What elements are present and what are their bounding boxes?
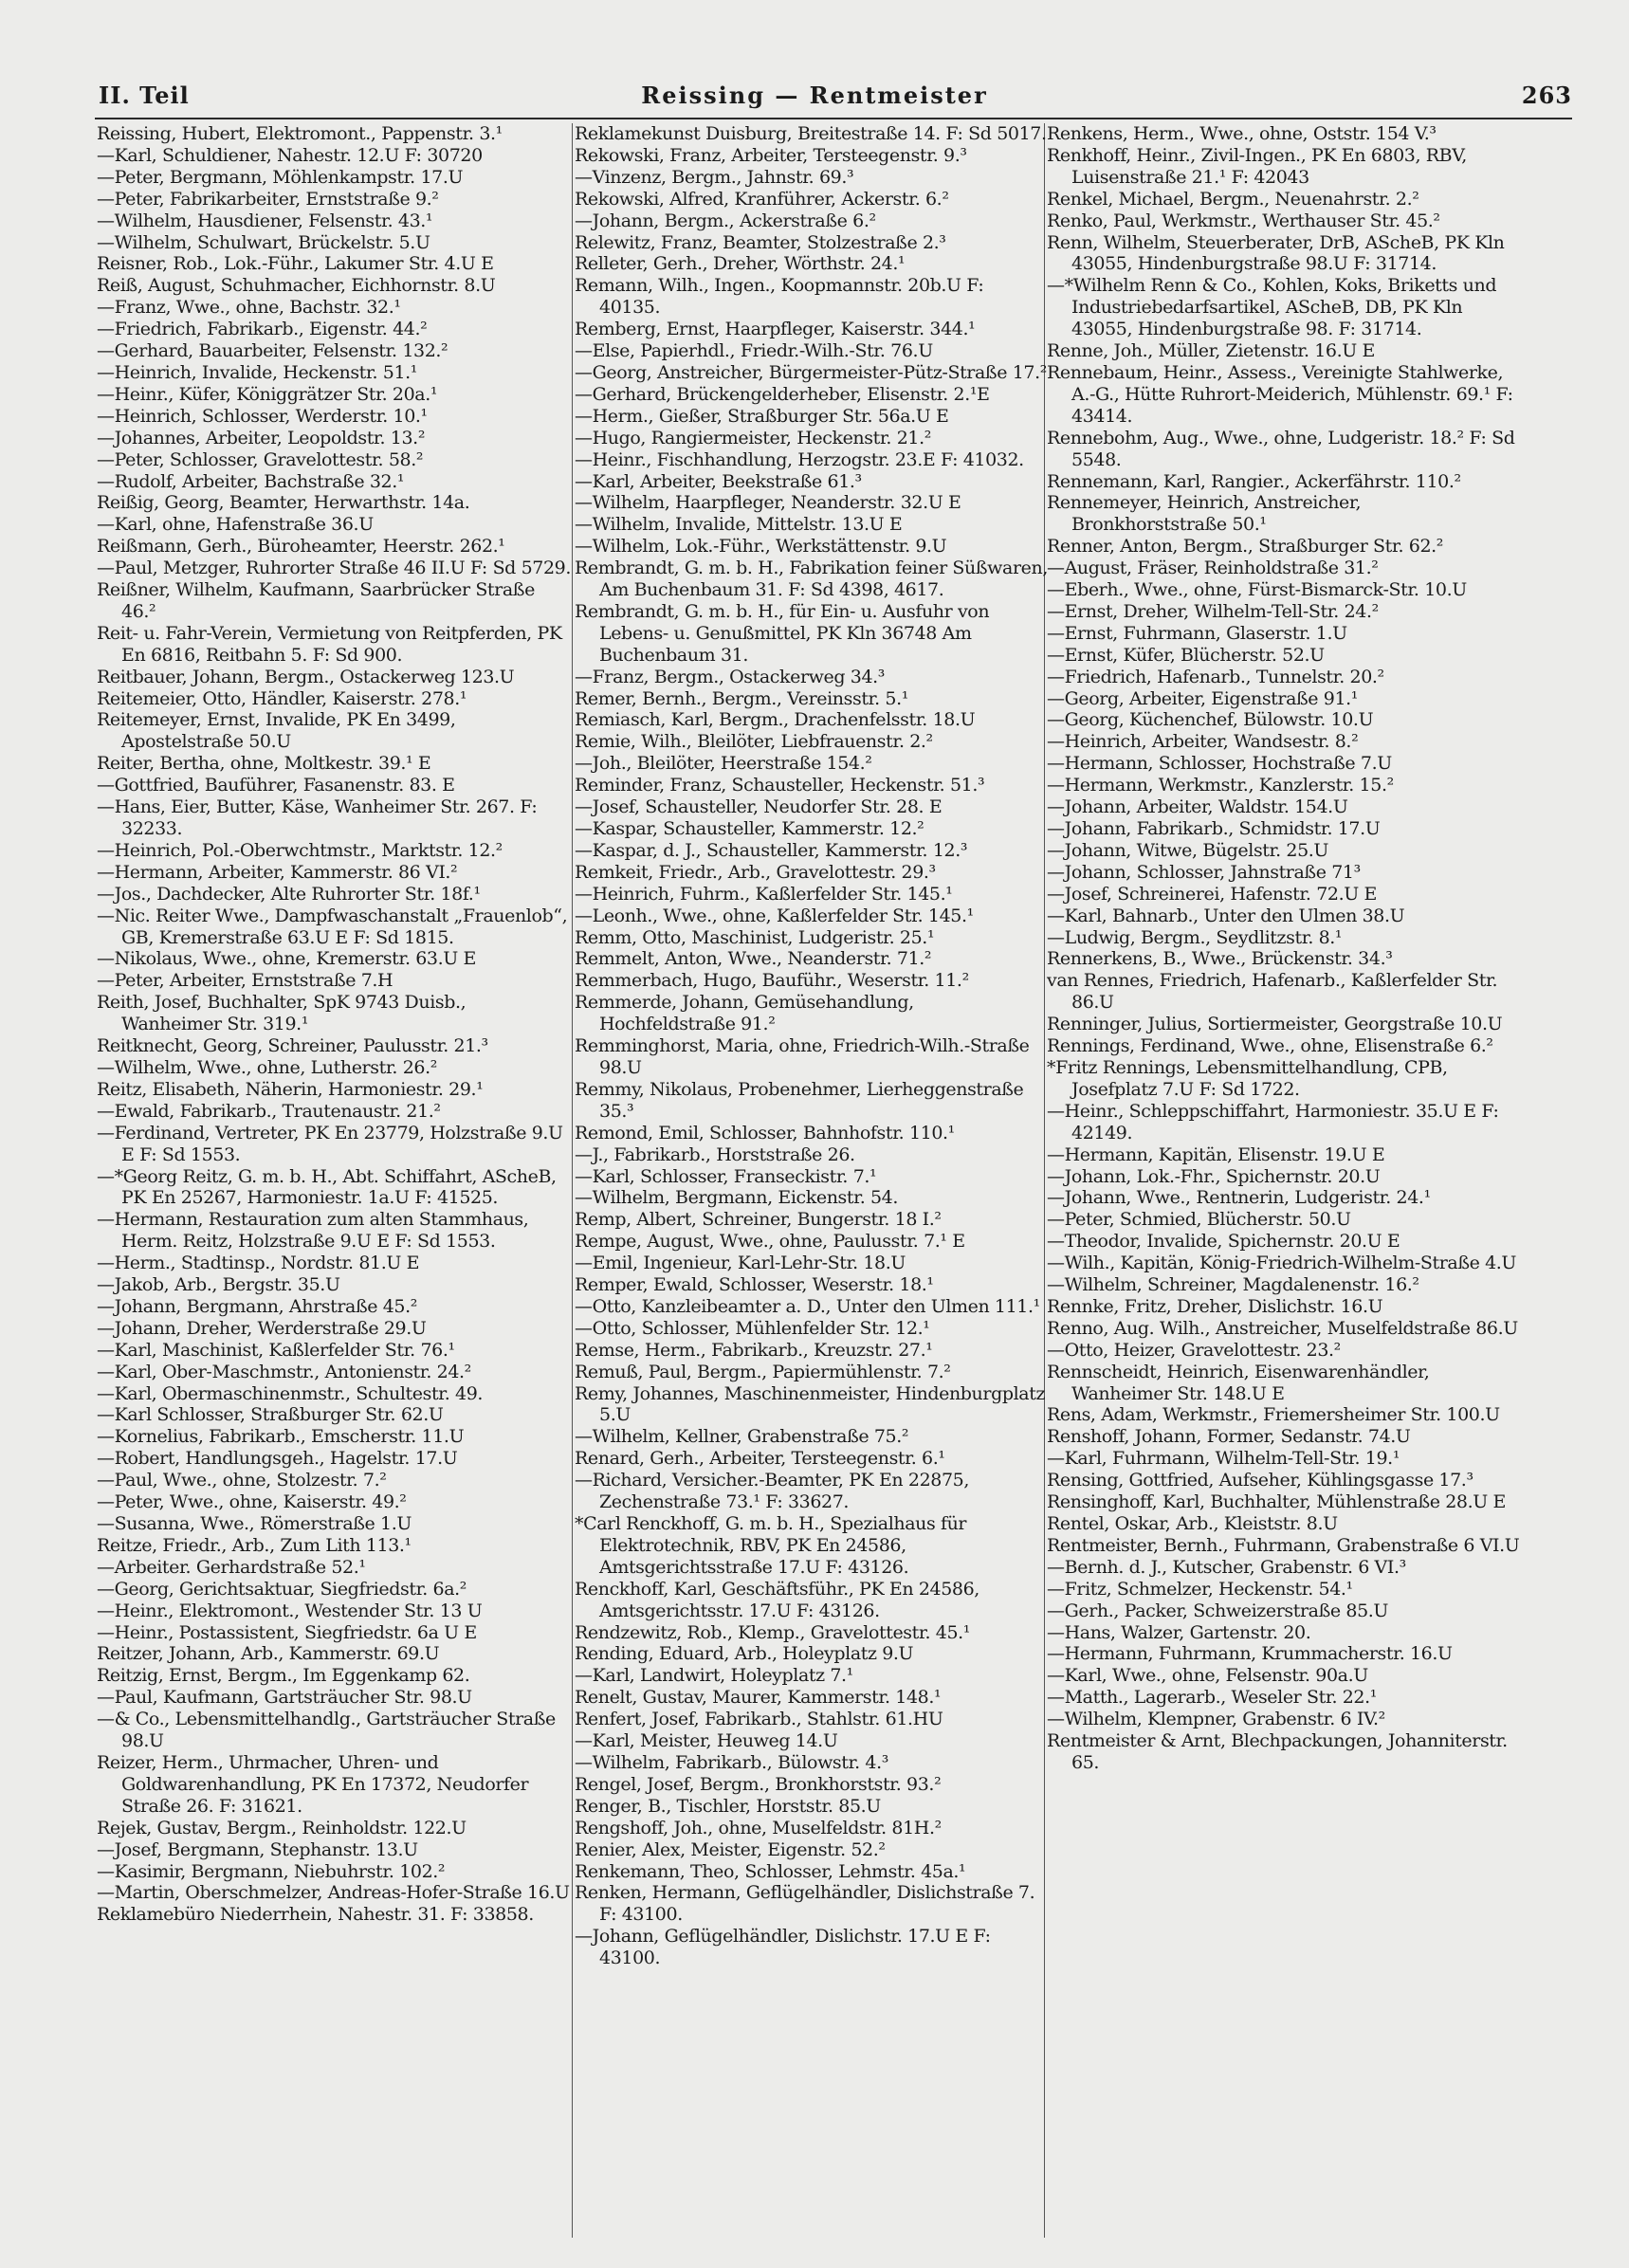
directory-entry: —Wilhelm, Fabrikarb., Bülowstr. 4.³ [575,1751,888,1773]
directory-entry: Rens, Adam, Werkmstr., Friemersheimer Str. 100.U [1047,1404,1500,1426]
directory-entry: Reiter, Bertha, ohne, Moltkestr. 39.¹ E [97,753,431,775]
directory-entry: —Friedrich, Hafenarb., Tunnelstr. 20.² [1047,666,1384,687]
page-number: 263 [1521,82,1572,109]
directory-entry: Reissing, Hubert, Elektromont., Pappenstr. 3.¹ [97,123,503,144]
directory-entry: Rejek, Gustav, Bergm., Reinholdstr. 122.U [97,1817,467,1838]
directory-entry: —Ernst, Fuhrmann, Glaserstr. 1.U [1047,622,1347,644]
directory-entry: —Johann, Wwe., Rentnerin, Ludgeristr. 24.¹ [1047,1187,1431,1209]
directory-entry: Renelt, Gustav, Maurer, Kammerstr. 148.¹ [575,1687,942,1709]
directory-entry: —Friedrich, Fabrikarb., Eigenstr. 44.² [97,319,428,340]
directory-entry: —*Wilhelm Renn & Co., Kohlen, Koks, Briketts und Industriebedarfsartikel, AScheB, DB, PK Kln 43055, Hindenburgstraße 98. F: 31714. [1047,275,1497,340]
directory-entry: Renkens, Herm., Wwe., ohne, Oststr. 154 V.³ [1047,123,1437,144]
directory-entry: Relewitz, Franz, Beamter, Stolzestraße 2.³ [575,231,946,253]
directory-entry: —J., Fabrikarb., Horststraße 26. [575,1143,855,1165]
directory-entry: Reiß, August, Schuhmacher, Eichhornstr. 8.U [97,275,496,297]
directory-entry: —Johannes, Arbeiter, Leopoldstr. 13.² [97,427,426,448]
directory-entry: —Johann, Fabrikarb., Schmidstr. 17.U [1047,818,1381,839]
directory-entry: —Peter, Fabrikarbeiter, Ernststraße 9.² [97,188,439,210]
directory-entry: —& Co., Lebensmittelhandlg., Gartsträucher Straße 98.U [97,1709,556,1752]
directory-entry: —Ernst, Küfer, Blücherstr. 52.U [1047,644,1325,666]
directory-entry: —Wilhelm, Bergmann, Eickenstr. 54. [575,1187,899,1209]
directory-entry: —Heinrich, Pol.-Oberwchtmstr., Marktstr. 12.² [97,839,503,861]
directory-entry: Remmy, Nikolaus, Probenehmer, Lierheggenstraße 35.³ [575,1078,1024,1122]
directory-entry: —Karl, Bahnarb., Unter den Ulmen 38.U [1047,905,1405,926]
directory-entry: Reit- u. Fahr-Verein, Vermietung von Reitpferden, PK En 6816, Reitbahn 5. F: Sd 900. [97,622,562,666]
directory-entry: —Wilhelm, Haarpfleger, Neanderstr. 32.U E [575,492,961,514]
directory-entry: Renno, Aug. Wilh., Anstreicher, Muselfeldstraße 86.U [1047,1317,1518,1339]
directory-entry: —Heinr., Schleppschiffahrt, Harmoniestr. 35.U E F: 42149. [1047,1100,1499,1143]
directory-entry: —Ferdinand, Vertreter, PK En 23779, Holzstraße 9.U E F: Sd 1553. [97,1122,563,1165]
directory-entry: —Karl, Arbeiter, Beekstraße 61.³ [575,470,862,492]
directory-entry: —Gerh., Packer, Schweizerstraße 85.U [1047,1600,1389,1621]
directory-entry: —Robert, Handlungsgeh., Hagelstr. 17.U [97,1448,458,1470]
directory-entry: —Theodor, Invalide, Spichernstr. 20.U E [1047,1231,1400,1253]
directory-entry: Remkeit, Friedr., Arb., Gravelottestr. 29.³ [575,861,936,883]
directory-entry: —Karl, Maschinist, Kaßlerfelder Str. 76.¹ [97,1339,455,1361]
directory-entry: —Karl, Schuldiener, Nahestr. 12.U F: 30720 [97,144,483,166]
directory-entry: Reitemeyer, Ernst, Invalide, PK En 3499, Apostelstraße 50.U [97,709,456,753]
directory-entry: Remse, Herm., Fabrikarb., Kreuzstr. 27.¹ [575,1339,933,1361]
directory-entry: —Hermann, Arbeiter, Kammerstr. 86 VI.² [97,861,458,883]
directory-entry: —Kaspar, d. J., Schausteller, Kammerstr. 12.³ [575,839,968,861]
directory-entry: —Johann, Lok.-Fhr., Spichernstr. 20.U [1047,1165,1381,1187]
directory-entry: Reizer, Herm., Uhrmacher, Uhren- und Goldwarenhandlung, PK En 17372, Neudorfer Straße 26. F: 31621. [97,1751,529,1817]
directory-entry: Reitzer, Johann, Arb., Kammerstr. 69.U [97,1643,440,1665]
directory-entry: —Wilhelm, Kellner, Grabenstraße 75.² [575,1426,909,1448]
directory-entry: —Emil, Ingenieur, Karl-Lehr-Str. 18.U [575,1253,906,1274]
directory-entry: —Karl Schlosser, Straßburger Str. 62.U [97,1404,444,1426]
directory-entry: —Nikolaus, Wwe., ohne, Kremerstr. 63.U E [97,948,476,970]
directory-entry: —Fritz, Schmelzer, Heckenstr. 54.¹ [1047,1578,1353,1600]
directory-entry: Renn, Wilhelm, Steuerberater, DrB, AScheB, PK Kln 43055, Hindenburgstraße 98.U F: 31714. [1047,231,1505,275]
directory-entry: Reith, Josef, Buchhalter, SpK 9743 Duisb., Wanheimer Str. 319.¹ [97,992,467,1035]
directory-entry: —Johann, Bergm., Ackerstraße 6.² [575,210,876,231]
directory-entry: Remmelt, Anton, Wwe., Neanderstr. 71.² [575,948,932,970]
directory-entry: —Josef, Schausteller, Neudorfer Str. 28. E [575,796,943,818]
directory-entry: Reklamekunst Duisburg, Breitestraße 14. F: Sd 5017. [575,123,1047,144]
directory-entry: —Richard, Versicher.-Beamter, PK En 22875, Zechenstraße 73.¹ F: 33627. [575,1470,969,1513]
directory-entry: Rennebaum, Heinr., Assess., Vereinigte Stahlwerke, A.-G., Hütte Ruhrort-Meiderich, Mühlenstr. 69.¹ F: 43414. [1047,361,1513,427]
directory-entry: Remann, Wilh., Ingen., Koopmannstr. 20b.U F: 40135. [575,275,984,319]
directory-column-3 [1047,123,1521,1774]
directory-entry: —Georg, Anstreicher, Bürgermeister-Pütz-Straße 17.² [575,361,1047,383]
directory-entry: Renfert, Josef, Fabrikarb., Stahlstr. 61.HU [575,1709,943,1730]
directory-entry: Remper, Ewald, Schlosser, Weserstr. 18.¹ [575,1274,934,1296]
directory-entry: —Hugo, Rangiermeister, Heckenstr. 21.² [575,427,931,448]
directory-entry: Reitzig, Ernst, Bergm., Im Eggenkamp 62. [97,1665,470,1687]
directory-entry: —Peter, Schmied, Blücherstr. 50.U [1047,1209,1351,1231]
directory-entry: Reitz, Elisabeth, Näherin, Harmoniestr. 29.¹ [97,1078,484,1100]
directory-entry: Rekowski, Franz, Arbeiter, Tersteegenstr. 9.³ [575,144,967,166]
directory-entry: Renko, Paul, Werkmstr., Werthauser Str. 45.² [1047,210,1440,231]
directory-entry: Rensinghoff, Karl, Buchhalter, Mühlenstraße 28.U E [1047,1491,1506,1513]
directory-entry: —Karl, Ober-Maschmstr., Antonienstr. 24.² [97,1361,471,1382]
directory-entry: Remond, Emil, Schlosser, Bahnhofstr. 110.¹ [575,1122,955,1143]
directory-entry: Rengel, Josef, Bergm., Bronkhorststr. 93.² [575,1773,942,1795]
directory-entry: —Hermann, Kapitän, Elisenstr. 19.U E [1047,1143,1385,1165]
directory-entry: Remminghorst, Maria, ohne, Friedrich-Wilh.-Straße 98.U [575,1035,1030,1078]
directory-entry: —Johann, Witwe, Bügelstr. 25.U [1047,839,1329,861]
directory-entry: Reitbauer, Johann, Bergm., Ostackerweg 123.U [97,666,515,687]
directory-entry: —Heinrich, Fuhrm., Kaßlerfelder Str. 145.¹ [575,883,953,905]
directory-entry: —Rudolf, Arbeiter, Bachstraße 32.¹ [97,470,405,492]
directory-entry: Reisner, Rob., Lok.-Führ., Lakumer Str. 4.U E [97,253,494,275]
column-divider [572,123,573,2238]
directory-entry: Renninger, Julius, Sortiermeister, Georgstraße 10.U [1047,1014,1503,1035]
directory-column-2 [575,123,1049,1969]
directory-entry: —Susanna, Wwe., Römerstraße 1.U [97,1513,412,1534]
directory-entry: —Kaspar, Schausteller, Kammerstr. 12.² [575,818,924,839]
directory-entry: —Hans, Walzer, Gartenstr. 20. [1047,1621,1311,1643]
directory-entry: —Wilhelm, Klempner, Grabenstr. 6 IV.² [1047,1709,1385,1730]
directory-entry: Renken, Hermann, Geflügelhändler, Dislichstraße 7. F: 43100. [575,1882,1035,1926]
directory-entry: Renard, Gerh., Arbeiter, Tersteegenstr. 6.¹ [575,1448,945,1470]
directory-entry: Remmerde, Johann, Gemüsehandlung, Hochfeldstraße 91.² [575,992,914,1035]
directory-entry: Rensing, Gottfried, Aufseher, Kühlingsgasse 17.³ [1047,1470,1473,1491]
directory-entry: *Fritz Rennings, Lebensmittelhandlung, CPB, Josefplatz 7.U F: Sd 1722. [1047,1056,1448,1100]
directory-column-1 [97,123,571,1926]
directory-entry: Rengshoff, Joh., ohne, Muselfeldstr. 81H.² [575,1817,942,1838]
directory-entry: Rennscheidt, Heinrich, Eisenwarenhändler, Wanheimer Str. 148.U E [1047,1361,1430,1404]
directory-entry: Reißig, Georg, Beamter, Herwarthstr. 14a. [97,492,470,514]
directory-entry: —Wilhelm, Lok.-Führ., Werkstättenstr. 9.U [575,536,947,558]
directory-entry: —Johann, Dreher, Werderstraße 29.U [97,1317,427,1339]
part-label: II. Teil [99,82,190,109]
directory-entry: —Arbeiter. Gerhardstraße 52.¹ [97,1556,366,1578]
directory-entry: —Wilhelm, Invalide, Mittelstr. 13.U E [575,514,903,536]
directory-entry: —Matth., Lagerarb., Weseler Str. 22.¹ [1047,1687,1377,1709]
directory-entry: Renner, Anton, Bergm., Straßburger Str. 62.² [1047,536,1443,558]
directory-entry: Renkemann, Theo, Schlosser, Lehmstr. 45a.¹ [575,1860,966,1882]
directory-entry: —Karl, Fuhrmann, Wilhelm-Tell-Str. 19.¹ [1047,1448,1400,1470]
directory-entry: Reklamebüro Niederrhein, Nahestr. 31. F: 33858. [97,1904,534,1926]
directory-entry: —Wilhelm, Schreiner, Magdalenenstr. 16.² [1047,1274,1419,1296]
directory-entry: Reißmann, Gerh., Büroheamter, Heerstr. 262.¹ [97,536,505,558]
page-range-title: Reissing — Rentmeister [641,82,988,109]
directory-entry: —Hermann, Schlosser, Hochstraße 7.U [1047,753,1392,775]
directory-entry: —Heinr., Elektromont., Westender Str. 13 U [97,1600,483,1621]
directory-entry: —Jos., Dachdecker, Alte Ruhrorter Str. 18f.¹ [97,883,481,905]
directory-entry: —Heinr., Küfer, Königgrätzer Str. 20a.¹ [97,383,438,405]
directory-entry: Renckhoff, Karl, Geschäftsführ., PK En 24586, Amtsgerichtsstr. 17.U F: 43126. [575,1578,979,1621]
directory-entry: —Otto, Heizer, Gravelottestr. 23.² [1047,1339,1341,1361]
directory-entry: —Heinr., Fischhandlung, Herzogstr. 23.E F: 41032. [575,448,1024,470]
directory-entry: —Franz, Wwe., ohne, Bachstr. 32.¹ [97,297,401,319]
directory-entry: —Otto, Kanzleibeamter a. D., Unter den Ulmen 111.¹ [575,1295,1040,1317]
directory-entry: Rennerkens, B., Wwe., Brückenstr. 34.³ [1047,948,1393,970]
directory-entry: van Rennes, Friedrich, Hafenarb., Kaßlerfelder Str. 86.U [1047,970,1498,1014]
directory-entry: —Martin, Oberschmelzer, Andreas-Hofer-Straße 16.U [97,1882,570,1904]
directory-entry: Rempe, August, Wwe., ohne, Paulusstr. 7.¹ E [575,1231,965,1253]
directory-entry: —Paul, Kaufmann, Gartsträucher Str. 98.U [97,1687,472,1709]
directory-entry: Relleter, Gerh., Dreher, Wörthstr. 24.¹ [575,253,906,275]
directory-entry: —Gerhard, Brückengelderheber, Elisenstr. 2.¹E [575,383,990,405]
directory-entry: —Wilh., Kapitän, König-Friedrich-Wilhelm-Straße 4.U [1047,1253,1517,1274]
directory-entry: —Karl, Schlosser, Franseckistr. 7.¹ [575,1165,877,1187]
directory-entry: Remer, Bernh., Bergm., Vereinsstr. 5.¹ [575,687,908,709]
directory-entry: —Gerhard, Bauarbeiter, Felsenstr. 132.² [97,340,448,362]
directory-entry: —Heinr., Postassistent, Siegfriedstr. 6a U E [97,1621,477,1643]
directory-entry: —Johann, Bergmann, Ahrstraße 45.² [97,1295,417,1317]
directory-entry: Rembrandt, G. m. b. H., Fabrikation feiner Süßwaren, Am Buchenbaum 31. F: Sd 4398, 4617. [575,558,1048,601]
directory-entry: Reitknecht, Georg, Schreiner, Paulusstr. 21.³ [97,1035,488,1057]
directory-entry: Reminder, Franz, Schausteller, Heckenstr. 51.³ [575,775,985,796]
directory-entry: Reißner, Wilhelm, Kaufmann, Saarbrücker Straße 46.² [97,579,535,622]
directory-entry: Rennebohm, Aug., Wwe., ohne, Ludgeristr. 18.² F: Sd 5548. [1047,427,1515,470]
directory-entry: Rembrandt, G. m. b. H., für Ein- u. Ausfuhr von Lebens- u. Genußmittel, PK Kln 36748 Am Buchenbaum 31. [575,600,990,666]
directory-entry: —Hermann, Fuhrmann, Krummacherstr. 16.U [1047,1643,1453,1665]
directory-entry: Renkel, Michael, Bergm., Neuenahrstr. 2.² [1047,188,1419,210]
directory-entry: —Peter, Arbeiter, Ernststraße 7.H [97,970,394,992]
directory-entry: —Kasimir, Bergmann, Niebuhrstr. 102.² [97,1860,446,1882]
directory-entry: —Ewald, Fabrikarb., Trautenaustr. 21.² [97,1100,441,1122]
directory-entry: —Johann, Schlosser, Jahnstraße 71³ [1047,861,1361,883]
directory-entry: —Heinrich, Invalide, Heckenstr. 51.¹ [97,361,418,383]
directory-entry: —Peter, Wwe., ohne, Kaiserstr. 49.² [97,1491,407,1513]
directory-entry: Rennemann, Karl, Rangier., Ackerfährstr. 110.² [1047,470,1461,492]
directory-entry: —Ludwig, Bergm., Seydlitzstr. 8.¹ [1047,926,1343,948]
directory-entry: Remie, Wilh., Bleilöter, Liebfrauenstr. 2.² [575,731,933,753]
directory-entry: Rennings, Ferdinand, Wwe., ohne, Elisenstraße 6.² [1047,1035,1493,1057]
directory-entry: —Hermann, Werkmstr., Kanzlerstr. 15.² [1047,775,1394,796]
directory-entry: Remp, Albert, Schreiner, Bungerstr. 18 I.² [575,1209,942,1231]
directory-entry: —Karl, Meister, Heuweg 14.U [575,1730,838,1752]
directory-entry: —Kornelius, Fabrikarb., Emscherstr. 11.U [97,1426,465,1448]
directory-entry: —Wilhelm, Wwe., ohne, Lutherstr. 26.² [97,1056,437,1078]
directory-entry: —Paul, Wwe., ohne, Stolzestr. 7.² [97,1470,387,1491]
directory-entry: —Jakob, Arb., Bergstr. 35.U [97,1274,340,1296]
directory-entry: —Franz, Bergm., Ostackerweg 34.³ [575,666,886,687]
directory-entry: Rekowski, Alfred, Kranführer, Ackerstr. 6.² [575,188,949,210]
directory-entry: —Herm., Gießer, Straßburger Str. 56a.U E [575,405,949,427]
directory-entry: —Otto, Schlosser, Mühlenfelder Str. 12.¹ [575,1317,930,1339]
directory-entry: Rentmeister & Arnt, Blechpackungen, Johanniterstr. 65. [1047,1730,1508,1773]
directory-entry: —Hermann, Restauration zum alten Stammhaus, Herm. Reitz, Holzstraße 9.U E F: Sd 1553. [97,1209,529,1253]
directory-entry: Remberg, Ernst, Haarpfleger, Kaiserstr. 344.¹ [575,319,976,340]
directory-entry: —Georg, Küchenchef, Bülowstr. 10.U [1047,709,1374,731]
directory-entry: —Karl, Wwe., ohne, Felsenstr. 90a.U [1047,1665,1368,1687]
directory-entry: Remiasch, Karl, Bergm., Drachenfelsstr. 18.U [575,709,976,731]
directory-entry: Renshoff, Johann, Former, Sedanstr. 74.U [1047,1426,1411,1448]
directory-entry: —Wilhelm, Schulwart, Brückelstr. 5.U [97,231,430,253]
directory-entry: Rendzewitz, Rob., Klemp., Gravelottestr. 45.¹ [575,1621,970,1643]
directory-entry: —Hans, Eier, Butter, Käse, Wanheimer Str. 267. F: 32233. [97,796,538,839]
directory-entry: —*Georg Reitz, G. m. b. H., Abt. Schiffahrt, AScheB, PK En 25267, Harmoniestr. 1a.U F: 41525. [97,1165,557,1209]
directory-entry: Remy, Johannes, Maschinenmeister, Hindenburgplatz 5.U [575,1382,1046,1426]
directory-entry: Rennke, Fritz, Dreher, Dislichstr. 16.U [1047,1295,1383,1317]
directory-entry: Reitemeier, Otto, Händler, Kaiserstr. 278.¹ [97,687,467,709]
directory-entry: —Herm., Stadtinsp., Nordstr. 81.U E [97,1253,420,1274]
directory-entry: —Nic. Reiter Wwe., Dampfwaschanstalt „Frauenlob“, GB, Kremerstraße 63.U E F: Sd 1815. [97,905,568,948]
directory-entry: Remuß, Paul, Bergm., Papiermühlenstr. 7.² [575,1361,951,1382]
directory-entry: —Karl, Obermaschinenmstr., Schultestr. 49. [97,1382,484,1404]
directory-entry: Renne, Joh., Müller, Zietenstr. 16.U E [1047,340,1375,362]
directory-entry: —Heinrich, Schlosser, Werderstr. 10.¹ [97,405,428,427]
directory-entry: —Karl, Landwirt, Holeyplatz 7.¹ [575,1665,853,1687]
directory-entry: —Paul, Metzger, Ruhrorter Straße 46 II.U F: Sd 5729. [97,558,571,579]
directory-entry: —Heinrich, Arbeiter, Wandsestr. 8.² [1047,731,1359,753]
directory-entry: Rentmeister, Bernh., Fuhrmann, Grabenstraße 6 VI.U [1047,1534,1520,1556]
directory-entry: Renkhoff, Heinr., Zivil-Ingen., PK En 6803, RBV, Luisenstraße 21.¹ F: 42043 [1047,144,1467,188]
directory-entry: —Johann, Arbeiter, Waldstr. 154.U [1047,796,1348,818]
directory-entry: Rennemeyer, Heinrich, Anstreicher, Bronkhorststraße 50.¹ [1047,492,1362,536]
directory-entry: —Bernh. d. J., Kutscher, Grabenstr. 6 VI.³ [1047,1556,1406,1578]
directory-entry: Renger, B., Tischler, Horststr. 85.U [575,1795,881,1817]
directory-entry: Rending, Eduard, Arb., Holeyplatz 9.U [575,1643,914,1665]
directory-entry: —August, Fräser, Reinholdstraße 31.² [1047,558,1379,579]
directory-entry: —Karl, ohne, Hafenstraße 36.U [97,514,374,536]
directory-entry: Rentel, Oskar, Arb., Kleiststr. 8.U [1047,1513,1338,1534]
directory-entry: Remmerbach, Hugo, Bauführ., Weserstr. 11.² [575,970,969,992]
directory-entry: —Else, Papierhdl., Friedr.-Wilh.-Str. 76.U [575,340,933,362]
directory-entry: —Ernst, Dreher, Wilhelm-Tell-Str. 24.² [1047,600,1379,622]
directory-entry: —Wilhelm, Hausdiener, Felsenstr. 43.¹ [97,210,433,231]
directory-entry: —Vinzenz, Bergm., Jahnstr. 69.³ [575,166,854,188]
directory-entry: —Eberh., Wwe., ohne, Fürst-Bismarck-Str. 10.U [1047,579,1467,601]
directory-entry: —Josef, Bergmann, Stephanstr. 13.U [97,1838,418,1860]
directory-entry: Remm, Otto, Maschinist, Ludgeristr. 25.¹ [575,926,935,948]
directory-entry: —Joh., Bleilöter, Heerstraße 154.² [575,753,872,775]
directory-entry: Renier, Alex, Meister, Eigenstr. 52.² [575,1838,886,1860]
directory-entry: —Peter, Schlosser, Gravelottestr. 58.² [97,448,424,470]
directory-entry: —Josef, Schreinerei, Hafenstr. 72.U E [1047,883,1377,905]
directory-entry: —Leonh., Wwe., ohne, Kaßlerfelder Str. 145.¹ [575,905,974,926]
directory-entry: —Gottfried, Bauführer, Fasanenstr. 83. E [97,775,455,796]
directory-entry: *Carl Renckhoff, G. m. b. H., Spezialhaus für Elektrotechnik, RBV, PK En 24586, Amtsgerichtsstraße 17.U F: 43126. [575,1513,967,1578]
directory-entry: —Georg, Gerichtsaktuar, Siegfriedstr. 6a.² [97,1578,467,1600]
header-rule [95,118,1572,119]
directory-entry: —Peter, Bergmann, Möhlenkampstr. 17.U [97,166,464,188]
directory-entry: Reitze, Friedr., Arb., Zum Lith 113.¹ [97,1534,412,1556]
directory-entry: —Georg, Arbeiter, Eigenstraße 91.¹ [1047,687,1359,709]
directory-entry: —Johann, Geflügelhändler, Dislichstr. 17.U E F: 43100. [575,1926,991,1969]
